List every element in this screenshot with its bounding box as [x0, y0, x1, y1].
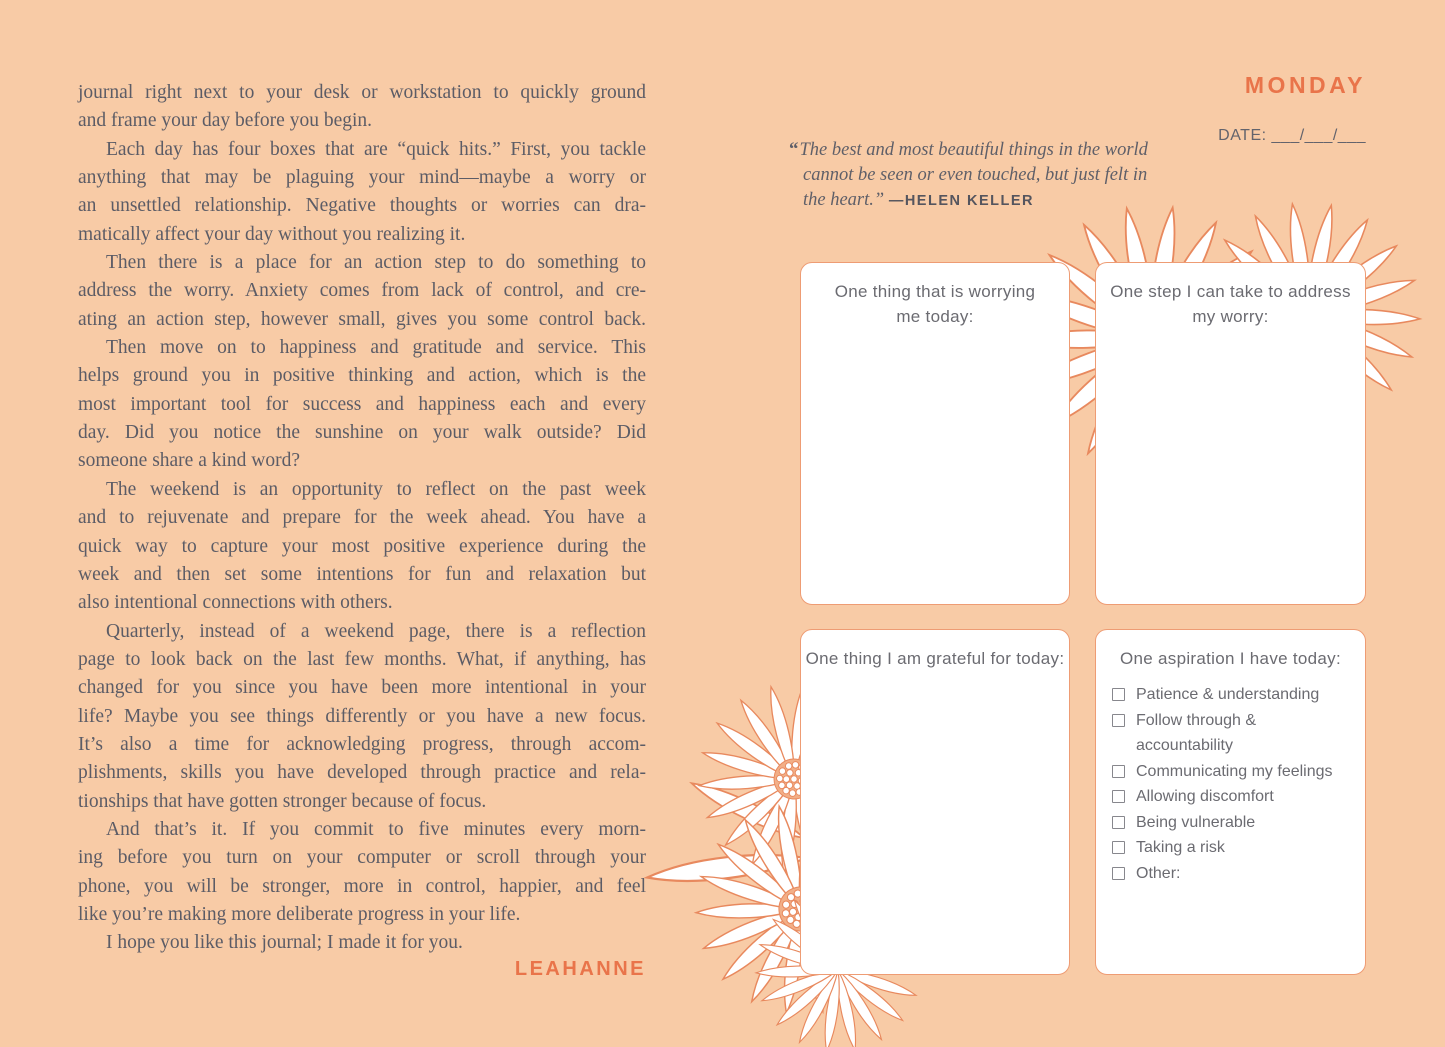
- body-text-line: most important tool for success and happiness each and every: [78, 393, 646, 415]
- checklist-item-label: Communicating my feelings: [1136, 762, 1333, 780]
- checkbox[interactable]: [1112, 765, 1125, 778]
- body-text-line: quick way to capture your most positive experience during the: [78, 535, 646, 557]
- checkbox[interactable]: [1112, 688, 1125, 701]
- body-text-line: address the worry. Anxiety comes from lack of control, and cre-: [78, 280, 646, 302]
- body-text-line: And that’s it. If you commit to five minutes every morn-: [106, 818, 646, 840]
- worry-box-label: One thing that is worrying me today:: [834, 282, 1036, 326]
- checklist-item-label: Follow through & accountability: [1136, 711, 1257, 754]
- checkbox[interactable]: [1112, 790, 1125, 803]
- body-text-line: and frame your day before you begin.: [78, 110, 373, 132]
- action-step-box-label: One step I can take to address my worry:: [1110, 282, 1351, 326]
- body-text-line: helps ground you in positive thinking and action, which is the: [78, 365, 646, 387]
- body-text-line: someone share a kind word?: [78, 450, 301, 472]
- checklist-item[interactable]: [1112, 835, 1357, 861]
- body-text-line: like you’re making more deliberate progress in your life.: [78, 903, 521, 925]
- body-text-line: Each day has four boxes that are “quick hits.” First, you tackle: [106, 138, 646, 160]
- body-text-line: I hope you like this journal; I made it for you.: [106, 932, 463, 954]
- author-signature: LEAHANNE: [514, 958, 646, 980]
- checklist-item-label: Allowing discomfort: [1136, 788, 1274, 805]
- quote-text: the heart.”: [803, 190, 885, 210]
- aspiration-entry-box[interactable]: [1095, 629, 1366, 975]
- body-text-line: and to rejuvenate and prepare for the week ahead. You have a: [78, 507, 646, 529]
- body-text-line: changed for you since you have been more intentional in your: [78, 677, 646, 699]
- checkbox[interactable]: [1112, 816, 1125, 829]
- checklist-item[interactable]: [1112, 708, 1357, 759]
- checklist-item-label: Patience & understanding: [1136, 686, 1320, 703]
- action-step-entry-box[interactable]: [1095, 262, 1366, 605]
- checklist-item-label: Being vulnerable: [1136, 813, 1256, 831]
- checklist-item[interactable]: [1112, 682, 1357, 708]
- body-text-line: Then move on to happiness and gratitude and service. This: [106, 337, 646, 359]
- quote-attribution: —HELEN KELLER: [888, 193, 1034, 209]
- body-text-line: an unsettled relationship. Negative thoughts or worries can dra-: [78, 195, 646, 217]
- body-text-line: page to look back on the last few months. What, if anything, has: [78, 648, 646, 670]
- aspiration-checklist: [1112, 682, 1357, 886]
- body-text-line: Then there is a place for an action step to do something to: [106, 252, 646, 274]
- body-text-line: The weekend is an opportunity to reflect on the past week: [106, 478, 646, 500]
- checklist-item[interactable]: [1112, 759, 1357, 785]
- body-text-line: anything that may be plaguing your mind—maybe a worry or: [78, 167, 646, 189]
- checklist-item[interactable]: [1112, 784, 1357, 810]
- checkbox[interactable]: [1112, 714, 1125, 727]
- body-text-line: life? Maybe you see things differently or you have a new focus.: [78, 705, 646, 727]
- worry-entry-box[interactable]: [800, 262, 1070, 605]
- body-text-line: Quarterly, instead of a weekend page, there is a reflection: [106, 620, 646, 642]
- open-quote-mark: “: [789, 139, 800, 160]
- body-text-line: It’s also a time for acknowledging progress, through accom-: [78, 733, 646, 755]
- checkbox[interactable]: [1112, 867, 1125, 880]
- checklist-item[interactable]: [1112, 861, 1357, 887]
- body-text-line: phone, you will be stronger, more in control, happier, and feel: [78, 875, 646, 897]
- body-text-line: ating an action step, however small, gives you some control back.: [78, 308, 646, 330]
- date-fill-in[interactable]: DATE: ___/___/___: [1218, 127, 1366, 144]
- body-text-line: day. Did you notice the sunshine on your walk outside? Did: [78, 422, 646, 444]
- quote-line: cannot be seen or even touched, but just felt in: [803, 165, 1148, 185]
- checkbox[interactable]: [1112, 841, 1125, 854]
- body-text-line: week and then set some intentions for fun and relaxation but: [78, 563, 646, 585]
- aspiration-box-label: One aspiration I have today:: [1119, 649, 1342, 668]
- body-text-line: plishments, skills you have developed through practice and rela-: [78, 762, 646, 784]
- gratitude-entry-box[interactable]: [800, 629, 1070, 975]
- body-text-line: matically affect your day without you realizing it.: [78, 223, 466, 245]
- body-text-line: journal right next to your desk or workstation to quickly ground: [78, 82, 646, 103]
- checklist-item-label: Taking a risk: [1136, 839, 1225, 856]
- quote-text: The best and most beautiful things in the world: [799, 140, 1148, 160]
- body-text-line: tionships that have gotten stronger because of focus.: [78, 790, 487, 812]
- checklist-item[interactable]: [1112, 810, 1357, 836]
- checklist-item-label: Other:: [1136, 864, 1181, 882]
- body-text-line: ing before you turn on your computer or scroll through your: [78, 847, 646, 869]
- body-text-line: also intentional connections with others.: [78, 592, 393, 614]
- day-heading: MONDAY: [1244, 72, 1366, 98]
- gratitude-box-label: One thing I am grateful for today:: [805, 649, 1065, 668]
